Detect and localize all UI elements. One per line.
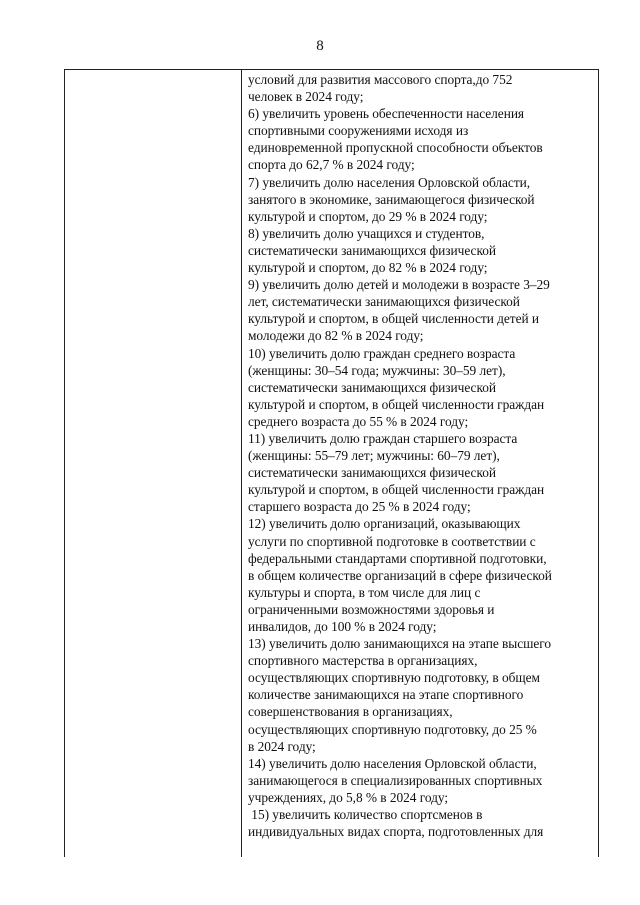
text-line: 8) увеличить долю учащихся и студентов, <box>248 225 485 241</box>
text-line: систематически занимающихся физической <box>248 465 496 481</box>
table-left-cell <box>65 70 242 857</box>
text-line: занимающегося в специализированных спортивных <box>248 772 543 788</box>
text-line: спорта до 62,7 % в 2024 году; <box>248 157 415 173</box>
text-line: культурой и спортом, до 29 % в 2024 году; <box>248 208 488 224</box>
text-line: федеральными стандартами спортивной подготовки, <box>248 550 547 566</box>
text-line: культурой и спортом, в общей численности граждан <box>248 396 545 412</box>
text-line: культурой и спортом, в общей численности граждан <box>248 482 545 498</box>
text-line: условий для развития массового спорта,до 752 <box>248 72 513 87</box>
text-line: занятого в экономике, занимающегося физической <box>248 191 535 207</box>
text-line: культурой и спортом, до 82 % в 2024 году; <box>248 260 488 276</box>
text-line: 15) увеличить количество спортсменов в <box>248 807 483 823</box>
text-line: систематически занимающихся физической <box>248 242 496 258</box>
text-line: 13) увеличить долю занимающихся на этапе высшего <box>248 636 552 652</box>
text-line: лет, систематически занимающихся физической <box>248 294 520 310</box>
text-line: учреждениях, до 5,8 % в 2024 году; <box>248 789 449 805</box>
text-line: культурой и спортом, в общей численности детей и <box>248 311 540 327</box>
text-line: ограниченными возможностями здоровья и <box>248 601 495 617</box>
text-line: человек в 2024 году; <box>248 89 364 105</box>
text-line: 10) увеличить долю граждан среднего возраста <box>248 345 516 361</box>
text-line: систематически занимающихся физической <box>248 379 496 395</box>
text-line: культуры и спорта, в том числе для лиц с <box>248 584 481 600</box>
text-line: услуги по спортивной подготовке в соответствии с <box>248 533 536 549</box>
text-line: индивидуальных видах спорта, подготовленных для <box>248 824 544 840</box>
text-line: (женщины: 55–79 лет; мужчины: 60–79 лет), <box>248 448 500 464</box>
text-line: 6) увеличить уровень обеспеченности населения <box>248 106 525 122</box>
text-line: 14) увеличить долю населения Орловской области, <box>248 755 537 771</box>
text-line: осуществляющих спортивную подготовку, до 25 % <box>248 721 537 737</box>
text-line: спортивными сооружениями исходя из <box>248 123 469 139</box>
table-right-cell <box>242 70 598 857</box>
text-line: (женщины: 30–54 года; мужчины: 30–59 лет), <box>248 362 506 378</box>
text-line: 12) увеличить долю организаций, оказывающих <box>248 516 521 532</box>
text-line: в общем количестве организаций в сфере физической <box>248 567 552 583</box>
page-number: 8 <box>316 38 324 54</box>
text-line: инвалидов, до 100 % в 2024 году; <box>248 619 437 634</box>
text-line: старшего возраста до 25 % в 2024 году; <box>248 499 471 515</box>
text-line: количестве занимающихся на этапе спортивного <box>248 687 524 703</box>
text-line: 9) увеличить долю детей и молодежи в возрасте 3–29 <box>248 277 550 293</box>
document-table <box>64 69 599 857</box>
text-line: осуществляющих спортивную подготовку, в общем <box>248 670 540 686</box>
text-line: совершенствования в организациях, <box>248 704 453 720</box>
text-line: 7) увеличить долю населения Орловской области, <box>248 174 531 190</box>
text-line: молодежи до 82 % в 2024 году; <box>248 328 424 344</box>
text-line: 11) увеличить долю граждан старшего возраста <box>248 430 518 446</box>
text-line: единовременной пропускной способности объектов <box>248 140 543 156</box>
text-line: в 2024 году; <box>248 738 316 754</box>
text-line: среднего возраста до 55 % в 2024 году; <box>248 413 469 429</box>
text-line: спортивного мастерства в организациях, <box>248 653 478 669</box>
